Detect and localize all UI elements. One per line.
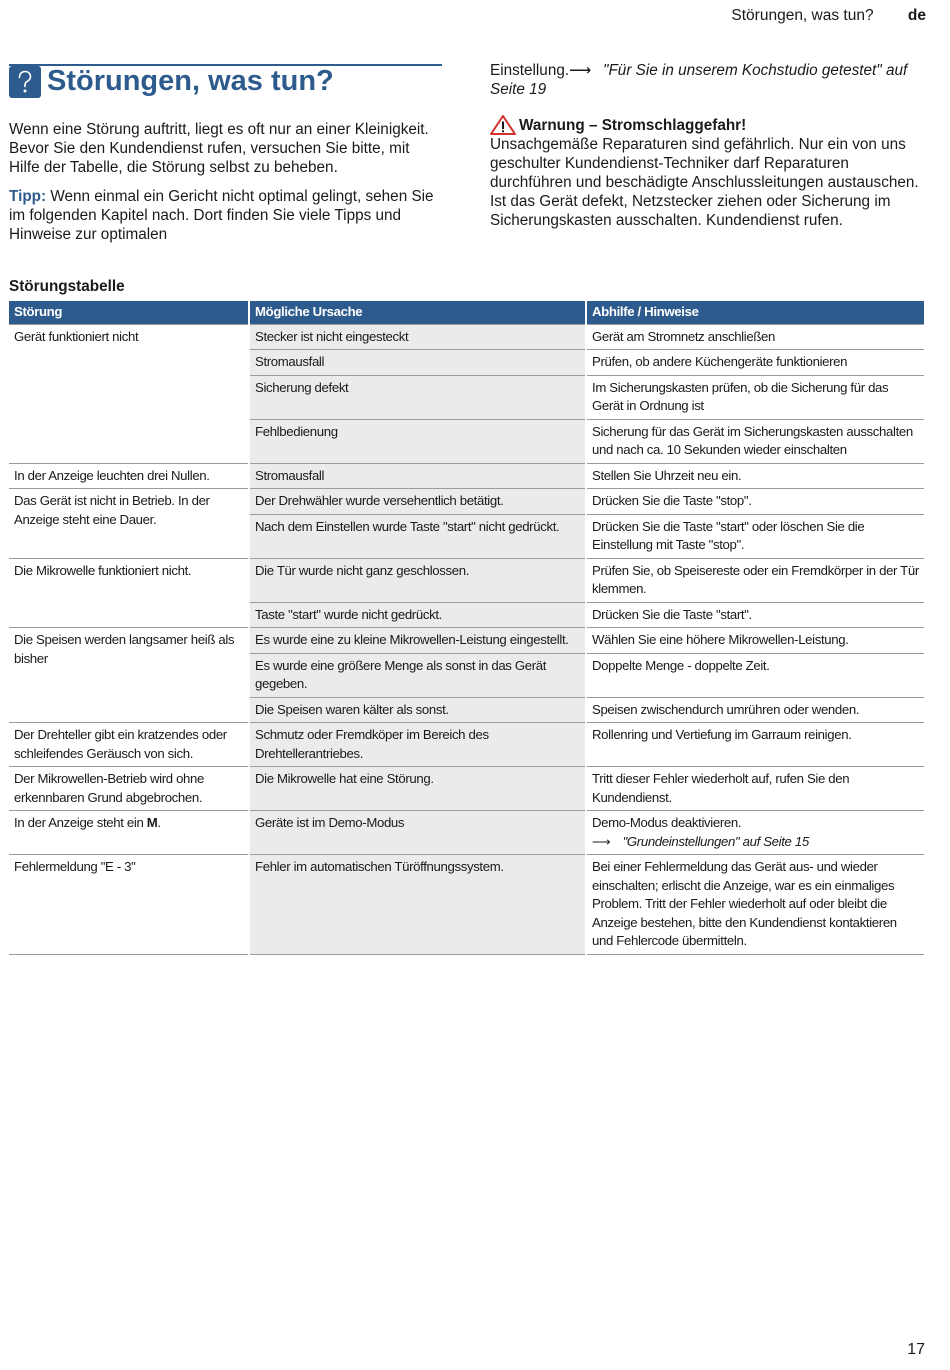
remedy-cell [586,811,924,855]
warning-title: Warnung – Stromschlaggefahr! [519,116,747,134]
remedy-cell: Drücken Sie die Taste "start". [586,602,924,628]
cause-cell: Stecker ist nicht eingesteckt [249,324,586,350]
table-row [9,489,924,515]
cause-cell: Der Drehwähler wurde versehentlich betätigt. [249,489,586,515]
problem-prefix: In der Anzeige steht ein [14,815,147,830]
troubleshooting-table [9,301,924,955]
tip-label: Tipp: [9,188,47,205]
cause-cell: Fehlbedienung [249,419,586,463]
table-row [9,811,924,855]
remedy-cell: Drücken Sie die Taste "stop". [586,489,924,515]
cause-cell: Fehler im automatischen Türöffnungssystem. [249,855,586,955]
page-number: 17 [907,1341,925,1358]
remedy-cell: Prüfen Sie, ob Speisereste oder ein Fremdkörper in der Tür klemmen. [586,558,924,602]
remedy-cell: Rollenring und Vertiefung im Garraum reinigen. [586,723,924,767]
tip-paragraph [9,187,434,244]
table-header-row [9,301,924,324]
cause-cell: Es wurde eine größere Menge als sonst in das Gerät gegeben. [249,653,586,697]
cause-cell: Schmutz oder Fremdköper im Bereich des Drehtellerantriebes. [249,723,586,767]
header-language: de [907,7,926,24]
problem-cell: Fehlermeldung "E - 3" [9,855,249,955]
table-row [9,463,924,489]
cause-cell: Die Tür wurde nicht ganz geschlossen. [249,558,586,602]
cross-reference-link[interactable]: "Grundeinstellungen" auf Seite 15 [622,833,809,849]
table-title: Störungstabelle [9,278,125,295]
cause-cell: Nach dem Einstellen wurde Taste "start" nicht gedrückt. [249,514,586,558]
problem-suffix: . [157,815,161,830]
continuation-paragraph [490,61,930,99]
cause-cell: Sicherung defekt [249,375,586,419]
remedy-cell: Sicherung für das Gerät im Sicherungskasten ausschalten und nach ca. 10 Sekunden wieder einschalten [586,419,924,463]
table-row [9,628,924,654]
cross-reference-link[interactable]: "Für Sie in unserem Kochstudio getestet" auf Seite 19 [490,62,908,98]
problem-cell: In der Anzeige leuchten drei Nullen. [9,463,249,489]
remedy-cell: Drücken Sie die Taste "start" oder löschen Sie die Einstellung mit Taste "stop". [586,514,924,558]
remedy-cell: Tritt dieser Fehler wiederholt auf, rufen Sie den Kundendienst. [586,767,924,811]
problem-cell: Die Speisen werden langsamer heiß als bisher [9,628,249,723]
right-arrow-icon: ⟶ [592,833,611,849]
table-row [9,558,924,602]
page-title: Störungen, was tun? [47,65,334,97]
cause-cell: Die Mikrowelle hat eine Störung. [249,767,586,811]
table-row [9,767,924,811]
problem-cell [9,811,249,855]
cause-cell: Taste "start" wurde nicht gedrückt. [249,602,586,628]
tip-text: Wenn einmal ein Gericht nicht optimal gelingt, sehen Sie im folgenden Kapitel nach. Dort finden Sie viele Tipps und Hinweise zur optimalen [9,188,434,243]
table-row [9,723,924,767]
remedy-cell: Speisen zwischendurch umrühren oder wenden. [586,697,924,723]
intro-column [9,120,434,254]
header-section: Störungen, was tun? [731,7,874,24]
cause-cell: Geräte ist im Demo-Modus [249,811,586,855]
remedy-cell: Gerät am Stromnetz anschließen [586,324,924,350]
remedy-cell: Wählen Sie eine höhere Mikrowellen-Leistung. [586,628,924,654]
remedy-reference [592,833,919,852]
column-header-remedy: Abhilfe / Hinweise [586,301,924,324]
remedy-cell: Stellen Sie Uhrzeit neu ein. [586,463,924,489]
cause-cell: Es wurde eine zu kleine Mikrowellen-Leistung eingestellt. [249,628,586,654]
right-column [490,61,930,230]
cause-cell: Stromausfall [249,463,586,489]
remedy-cell: Doppelte Menge - doppelte Zeit. [586,653,924,697]
remedy-cell: Im Sicherungskasten prüfen, ob die Sicherung für das Gerät in Ordnung ist [586,375,924,419]
table-row [9,324,924,350]
cause-cell: Die Speisen waren kälter als sonst. [249,697,586,723]
right-arrow-icon: ⟶ [569,62,592,79]
problem-cell: Gerät funktioniert nicht [9,324,249,463]
continuation-text: Einstellung. [490,62,570,79]
problem-cell: Die Mikrowelle funktioniert nicht. [9,558,249,628]
cause-cell: Stromausfall [249,350,586,376]
problem-cell: Das Gerät ist nicht in Betrieb. In der Anzeige steht eine Dauer. [9,489,249,559]
intro-paragraph: Wenn eine Störung auftritt, liegt es oft nur an einer Kleinigkeit. Bevor Sie den Kundendienst rufen, versuchen Sie bitte, mit Hilfe der Tabelle, die Störung selbst zu beheben. [9,121,429,176]
table-row [9,855,924,955]
problem-cell: Der Drehteller gibt ein kratzendes oder schleifendes Geräusch von sich. [9,723,249,767]
remedy-cell: Bei einer Fehlermeldung das Gerät aus- und wieder einschalten; erlischt die Anzeige, war es ein einmaliges Problem. Tritt der Fehler wiederholt auf oder bleibt die Anzeige bestehen, bitte den Kundendienst kontaktieren und Fehlercode übermitteln. [586,855,924,955]
remedy-cell: Prüfen, ob andere Küchengeräte funktionieren [586,350,924,376]
warning-triangle-icon [490,115,516,135]
display-symbol: M [146,815,158,830]
column-header-problem: Störung [9,301,249,324]
warning-heading [490,115,930,135]
question-mark-icon [9,66,41,98]
running-header [731,7,926,25]
remedy-text: Demo-Modus deaktivieren. [592,815,742,830]
warning-text: Unsachgemäße Reparaturen sind gefährlich. Nur ein von uns geschulter Kundendienst-Techniker darf Reparaturen durchführen und beschädigte Anschlussleitungen austauschen. Ist das Gerät defekt, Netzstecker ziehen oder Sicherung im Sicherungskasten ausschalten. Kundendienst rufen. [490,136,919,229]
problem-cell: Der Mikrowellen-Betrieb wird ohne erkennbaren Grund abgebrochen. [9,767,249,811]
column-header-cause: Mögliche Ursache [249,301,586,324]
